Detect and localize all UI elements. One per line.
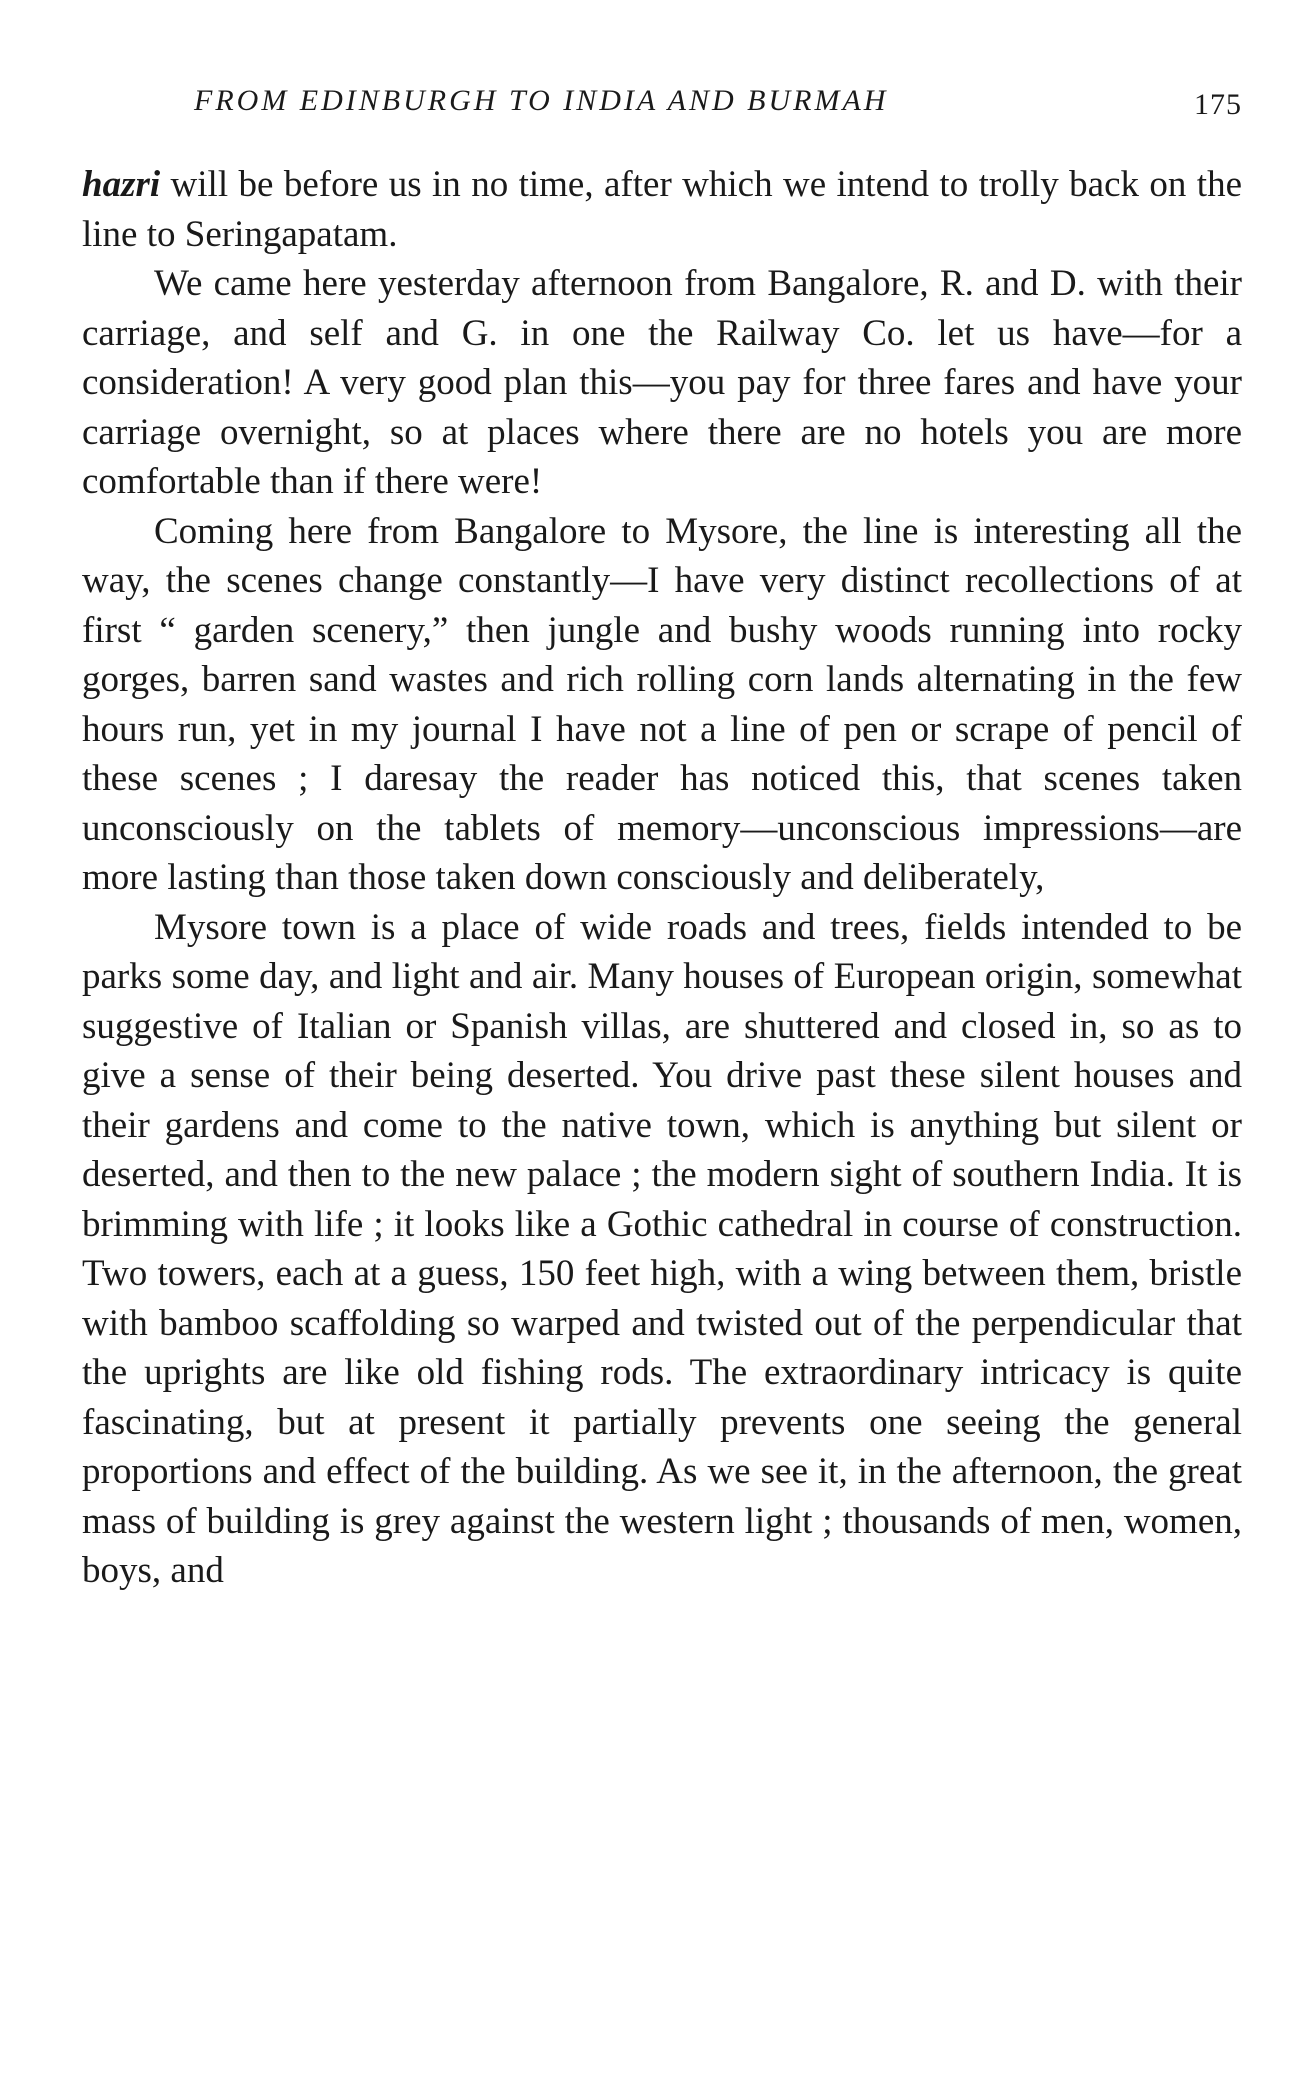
paragraph-4: Mysore town is a place of wide roads and trees, fields intended to be parks some day, and light and air. Many houses of European origin, somewhat suggestive of Italian or Spanish villas, are shuttered and closed in, so as to give a sense of their being deserted. You drive past these silent houses and their gardens and come to the native town, which is anything but silent or deserted, and then to the new palace ; the modern sight of southern India. It is brimming with life ; it looks like a Gothic cathedral in course of construction. Two towers, each at a guess, 150 feet high, with a wing between them, bristle with bamboo scaffolding so warped and twisted out of the perpendicular that the uprights are like old fishing rods. The extraordinary intricacy is quite fascinating, but at present it partially prevents one seeing the general proportions and effect of the building. As we see it, in the afternoon, the great mass of building is grey against the western light ; thousands of men, women, boys, and [82, 906, 1242, 1591]
running-title: FROM EDINBURGH TO INDIA AND BURMAH [194, 84, 889, 117]
paragraph-3: Coming here from Bangalore to Mysore, the line is interesting all the way, the scenes change constantly—I have very distinct recollections of at first “ garden scenery,” then jungle and bushy woods running into rocky gorges, barren sand wastes and rich rolling corn lands alternating in the few hours run, yet in my journal I have not a line of pen or scrape of pencil of these scenes ; I daresay the reader has noticed this, that scenes taken unconsciously on the tablets of memory—unconscious impressions—are more lasting than those taken down consciously and deliberately, [82, 510, 1242, 898]
paragraph-1-lead-word: hazri [82, 164, 161, 205]
body-text [82, 160, 1242, 1596]
page-number: 175 [1194, 88, 1242, 121]
paragraph-2: We came here yesterday afternoon from Bangalore, R. and D. with their carriage, and self and G. in one the Railway Co. let us have—for a consideration! A very good plan this—you pay for three fares and have your carriage overnight, so at places where there are no hotels you are more comfortable than if there were! [82, 263, 1242, 502]
running-head [82, 84, 1242, 124]
paragraph-1-text: will be before us in no time, after which we intend to trolly back on the line to Seringapatam. [82, 164, 1242, 255]
paragraph-1 [82, 160, 1242, 259]
